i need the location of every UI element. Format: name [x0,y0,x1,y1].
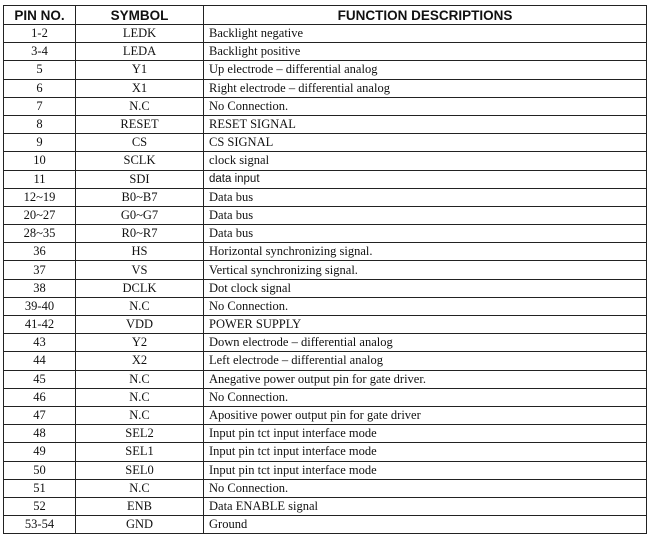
pin-number-cell: 37 [4,261,76,279]
function-description-cell: POWER SUPPLY [204,316,647,334]
pin-number-cell: 12~19 [4,188,76,206]
function-description-cell: data input [204,170,647,188]
function-description-cell: Vertical synchronizing signal. [204,261,647,279]
pin-number-cell: 39-40 [4,297,76,315]
function-description-cell: CS SIGNAL [204,134,647,152]
table-row [4,261,647,279]
table-row [4,443,647,461]
function-description-cell: Data ENABLE signal [204,497,647,515]
function-description-cell: Right electrode – differential analog [204,79,647,97]
function-description-cell: Dot clock signal [204,279,647,297]
symbol-cell: CS [76,134,204,152]
function-description-cell: clock signal [204,152,647,170]
pin-number-cell: 11 [4,170,76,188]
pin-number-cell: 47 [4,406,76,424]
function-description-cell: No Connection. [204,297,647,315]
pin-function-table [3,5,647,534]
symbol-cell: HS [76,243,204,261]
function-description-cell: Data bus [204,188,647,206]
table-row [4,170,647,188]
symbol-cell: ENB [76,497,204,515]
function-description-cell: Input pin tct input interface mode [204,461,647,479]
function-description-cell: Horizontal synchronizing signal. [204,243,647,261]
symbol-cell: R0~R7 [76,225,204,243]
table-row [4,243,647,261]
function-description-cell: Backlight negative [204,25,647,43]
table-row [4,370,647,388]
table-row [4,425,647,443]
table-row [4,316,647,334]
symbol-cell: LEDK [76,25,204,43]
pin-number-cell: 51 [4,479,76,497]
symbol-cell: N.C [76,406,204,424]
table-row [4,352,647,370]
symbol-cell: LEDA [76,43,204,61]
pin-number-cell: 46 [4,388,76,406]
pin-number-cell: 48 [4,425,76,443]
function-description-cell: No Connection. [204,388,647,406]
pin-number-cell: 50 [4,461,76,479]
function-description-cell: Down electrode – differential analog [204,334,647,352]
pin-number-cell: 49 [4,443,76,461]
table-row [4,152,647,170]
symbol-cell: SEL2 [76,425,204,443]
pin-number-cell: 8 [4,115,76,133]
symbol-cell: SEL1 [76,443,204,461]
function-description-cell: Data bus [204,206,647,224]
symbol-cell: RESET [76,115,204,133]
symbol-cell: SEL0 [76,461,204,479]
table-row [4,134,647,152]
pin-number-cell: 6 [4,79,76,97]
pin-number-cell: 9 [4,134,76,152]
table-row [4,79,647,97]
symbol-cell: GND [76,516,204,534]
symbol-cell: VS [76,261,204,279]
table-row [4,225,647,243]
table-row [4,61,647,79]
table-row [4,497,647,515]
pin-number-cell: 52 [4,497,76,515]
header-function-descriptions: FUNCTION DESCRIPTIONS [204,6,647,25]
symbol-cell: N.C [76,388,204,406]
pin-number-cell: 7 [4,97,76,115]
table-row [4,516,647,534]
symbol-cell: Y2 [76,334,204,352]
table-row [4,188,647,206]
pin-number-cell: 5 [4,61,76,79]
table-row [4,97,647,115]
table-row [4,479,647,497]
table-row [4,115,647,133]
table-body [4,25,647,534]
symbol-cell: VDD [76,316,204,334]
function-description-cell: Up electrode – differential analog [204,61,647,79]
symbol-cell: X2 [76,352,204,370]
symbol-cell: B0~B7 [76,188,204,206]
pin-number-cell: 45 [4,370,76,388]
symbol-cell: Y1 [76,61,204,79]
function-description-cell: Left electrode – differential analog [204,352,647,370]
symbol-cell: X1 [76,79,204,97]
pin-number-cell: 53-54 [4,516,76,534]
table-row [4,206,647,224]
function-description-cell: Input pin tct input interface mode [204,443,647,461]
pin-number-cell: 10 [4,152,76,170]
pin-number-cell: 44 [4,352,76,370]
table-row [4,461,647,479]
pin-number-cell: 43 [4,334,76,352]
table-row [4,406,647,424]
symbol-cell: N.C [76,297,204,315]
pin-number-cell: 36 [4,243,76,261]
function-description-cell: Ground [204,516,647,534]
table-row [4,43,647,61]
symbol-cell: N.C [76,97,204,115]
symbol-cell: SDI [76,170,204,188]
pin-number-cell: 3-4 [4,43,76,61]
table-header-row [4,6,647,25]
symbol-cell: N.C [76,370,204,388]
symbol-cell: DCLK [76,279,204,297]
table-row [4,25,647,43]
function-description-cell: Apositive power output pin for gate driver [204,406,647,424]
table-row [4,297,647,315]
header-symbol: SYMBOL [76,6,204,25]
function-description-cell: Data bus [204,225,647,243]
table-row [4,279,647,297]
table-row [4,334,647,352]
symbol-cell: SCLK [76,152,204,170]
header-pin-no: PIN NO. [4,6,76,25]
table-row [4,388,647,406]
function-description-cell: No Connection. [204,97,647,115]
symbol-cell: N.C [76,479,204,497]
function-description-cell: No Connection. [204,479,647,497]
pin-number-cell: 1-2 [4,25,76,43]
function-description-cell: Input pin tct input interface mode [204,425,647,443]
pin-number-cell: 28~35 [4,225,76,243]
function-description-cell: Anegative power output pin for gate driver. [204,370,647,388]
pin-number-cell: 41-42 [4,316,76,334]
pin-number-cell: 20~27 [4,206,76,224]
function-description-cell: RESET SIGNAL [204,115,647,133]
symbol-cell: G0~G7 [76,206,204,224]
function-description-cell: Backlight positive [204,43,647,61]
pin-number-cell: 38 [4,279,76,297]
